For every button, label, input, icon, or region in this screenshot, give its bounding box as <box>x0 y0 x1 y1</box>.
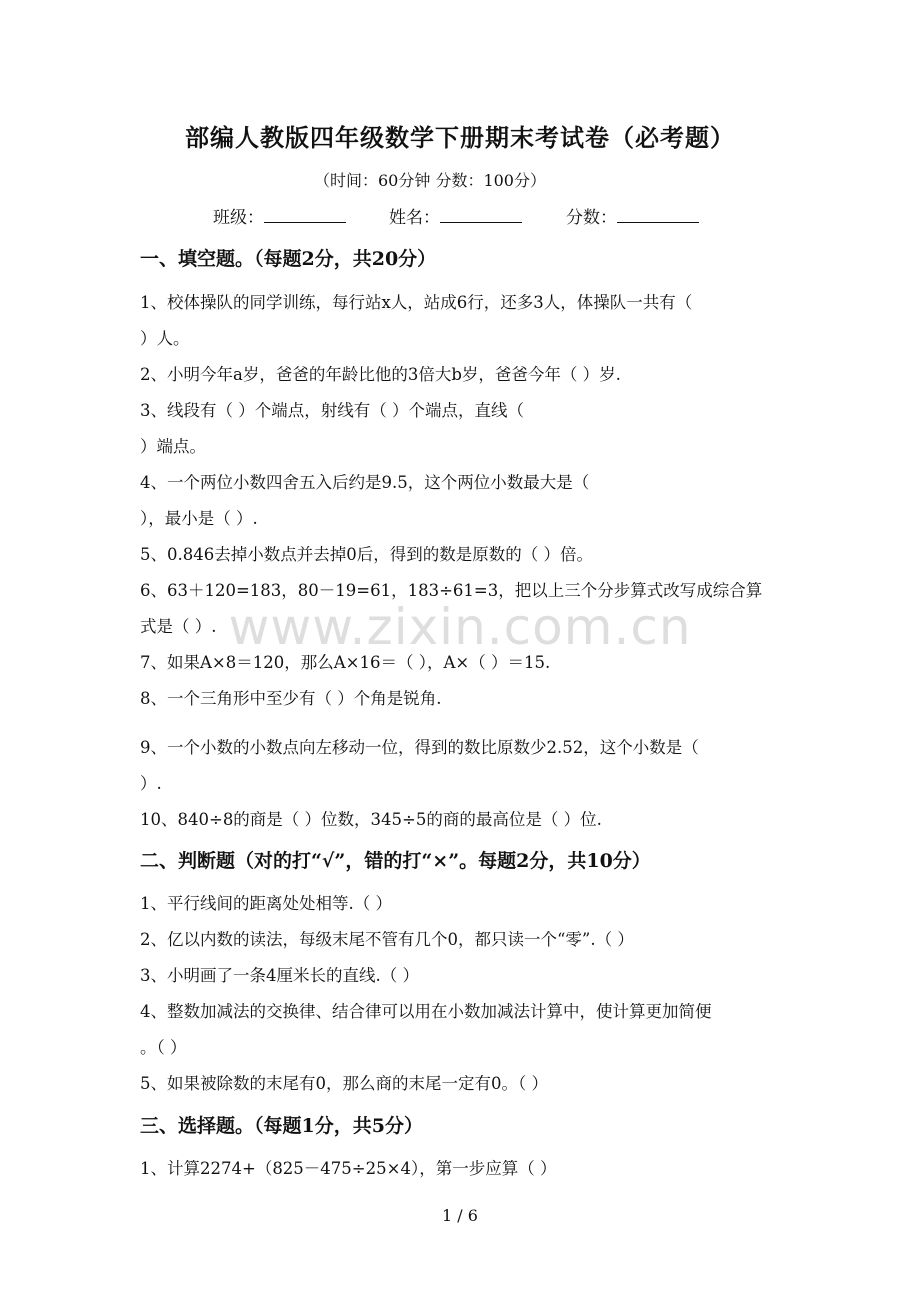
section-heading-multiple-choice: 三、选择题。（每题1分，共5分） <box>140 1115 423 1137</box>
class-blank <box>264 208 346 223</box>
name-blank <box>440 208 522 223</box>
score-label: 分数： <box>566 208 617 228</box>
class-label: 班级： <box>213 208 264 228</box>
exam-time-and-score: （时间：60分钟 分数：100分） <box>314 171 546 190</box>
question-line: 式是（ ）. <box>140 617 217 636</box>
question-line: 4、一个两位小数四舍五入后约是9.5，这个两位小数最大是（ <box>140 473 590 492</box>
score-field <box>566 203 699 228</box>
question-line: 5、0.846去掉小数点并去掉0后，得到的数是原数的（ ）倍。 <box>140 545 593 564</box>
question-line: 5、如果被除数的末尾有0，那么商的末尾一定有0。（ ） <box>140 1074 548 1093</box>
question-line: 6、63＋120=183，80－19=61，183÷61=3，把以上三个分步算式改写成综合算 <box>140 581 763 600</box>
question-line: 2、小明今年a岁，爸爸的年龄比他的3倍大b岁，爸爸今年（ ）岁. <box>140 365 621 384</box>
section-heading-true-false: 二、判断题（对的打“√”，错的打“×”。每题2分，共10分） <box>140 850 651 872</box>
question-line: 4、整数加减法的交换律、结合律可以用在小数加减法计算中，使计算更加简便 <box>140 1002 712 1021</box>
score-blank <box>617 208 699 223</box>
question-line: 9、一个小数的小数点向左移动一位，得到的数比原数少2.52，这个小数是（ <box>140 738 699 757</box>
question-line: 1、计算2274+（825－475÷25×4），第一步应算（ ） <box>140 1159 557 1178</box>
question-line: 1、平行线间的距离处处相等.（ ） <box>140 894 392 913</box>
question-line: 1、校体操队的同学训练，每行站x人，站成6行，还多3人，体操队一共有（ <box>140 293 693 312</box>
question-line: 。（ ） <box>140 1038 187 1057</box>
name-field <box>389 203 522 228</box>
question-line: 3、小明画了一条4厘米长的直线.（ ） <box>140 966 419 985</box>
question-line: 3、线段有（ ）个端点，射线有（ ）个端点，直线（ <box>140 401 524 420</box>
question-line: ）. <box>140 774 162 793</box>
page-title: 部编人教版四年级数学下册期末考试卷（必考题） <box>185 123 735 152</box>
question-line: ）人。 <box>140 329 190 348</box>
question-line: 10、840÷8的商是（ ）位数，345÷5的商的最高位是（ ）位. <box>140 810 602 829</box>
question-line: 7、如果A×8＝120，那么A×16＝（ ），A×（ ）＝15. <box>140 653 551 672</box>
class-field <box>213 203 346 228</box>
question-line: 8、一个三角形中至少有（ ）个角是锐角. <box>140 689 442 708</box>
page-number: 1 / 6 <box>442 1206 478 1225</box>
name-label: 姓名： <box>389 208 440 228</box>
watermark: www.zixin.com.cn <box>228 598 692 656</box>
question-line: 2、亿以内数的读法，每级末尾不管有几个0，都只读一个“零”.（ ） <box>140 930 634 949</box>
question-line: ），最小是（ ）. <box>140 509 258 528</box>
question-line: ）端点。 <box>140 437 206 456</box>
section-heading-fill-blank: 一、填空题。（每题2分，共20分） <box>140 248 437 270</box>
